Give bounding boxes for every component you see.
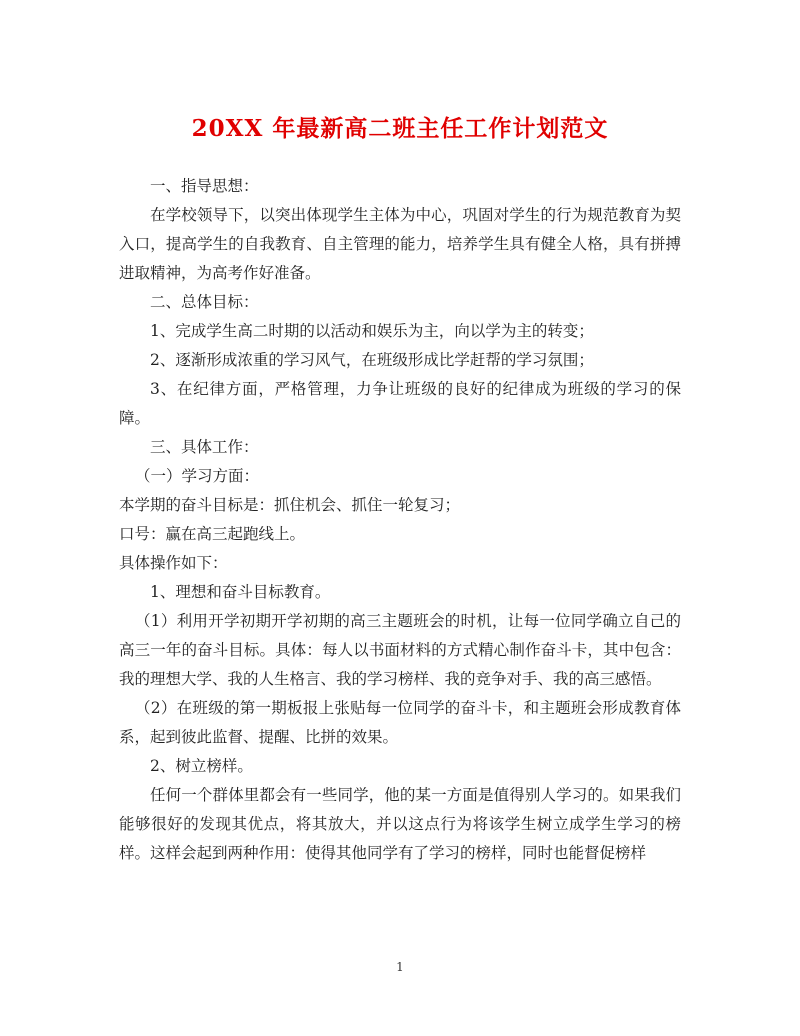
paragraph-operations: 具体操作如下： [119,554,228,572]
paragraph-semester-goal: 本学期的奋斗目标是：抓住机会、抓住一轮复习； [119,496,461,514]
heading-guiding-thought: 一、指导思想： [150,177,259,195]
heading-ideal-education: 1、理想和奋斗目标教育。 [150,583,331,601]
paragraph-item-2: （2）在班级的第一期板报上张贴每一位同学的奋斗卡，和主题班会形成教育体系，起到彼此监督、提醒、比拼的效果。 [119,699,681,746]
goal-item-1: 1、完成学生高二时期的以活动和娱乐为主，向以学为主的转变； [150,322,594,340]
paragraph-role-models: 任何一个群体里都会有一些同学，他的某一方面是值得别人学习的。如果我们能够很好的发现其优点，将其放大，并以这点行为将该学生树立成学生学习的榜样。这样会起到两种作用：使得其他同学有了学习的榜样，同时也能督促榜样 [119,786,681,862]
page-number: 1 [396,960,404,974]
paragraph-guiding-thought: 在学校领导下，以突出体现学生主体为中心，巩固对学生的行为规范教育为契入口，提高学生的自我教育、自主管理的能力，培养学生具有健全人格，具有拼搏进取精神，为高考作好准备。 [119,206,681,282]
document-title: 20XX 年最新高二班主任工作计划范文 [191,115,609,142]
goal-item-3: 3、在纪律方面，严格管理，力争让班级的良好的纪律成为班级的学习的保障。 [119,380,681,427]
heading-specific-work: 三、具体工作： [150,438,259,456]
heading-overall-goals: 二、总体目标： [150,293,259,311]
goal-item-2: 2、逐渐形成浓重的学习风气，在班级形成比学赶帮的学习氛围； [150,351,594,369]
paragraph-slogan: 口号：赢在高三起跑线上。 [119,525,306,543]
heading-study-aspect: （一）学习方面： [135,467,260,485]
heading-role-models: 2、树立榜样。 [150,757,253,775]
paragraph-item-1: （1）利用开学初期开学初期的高三主题班会的时机，让每一位同学确立自己的高三一年的奋斗目标。具体：每人以书面材料的方式精心制作奋斗卡，其中包含：我的理想大学、我的人生格言、我的学习榜样、我的竞争对手、我的高三感悟。 [119,612,681,688]
document-body [119,172,681,868]
